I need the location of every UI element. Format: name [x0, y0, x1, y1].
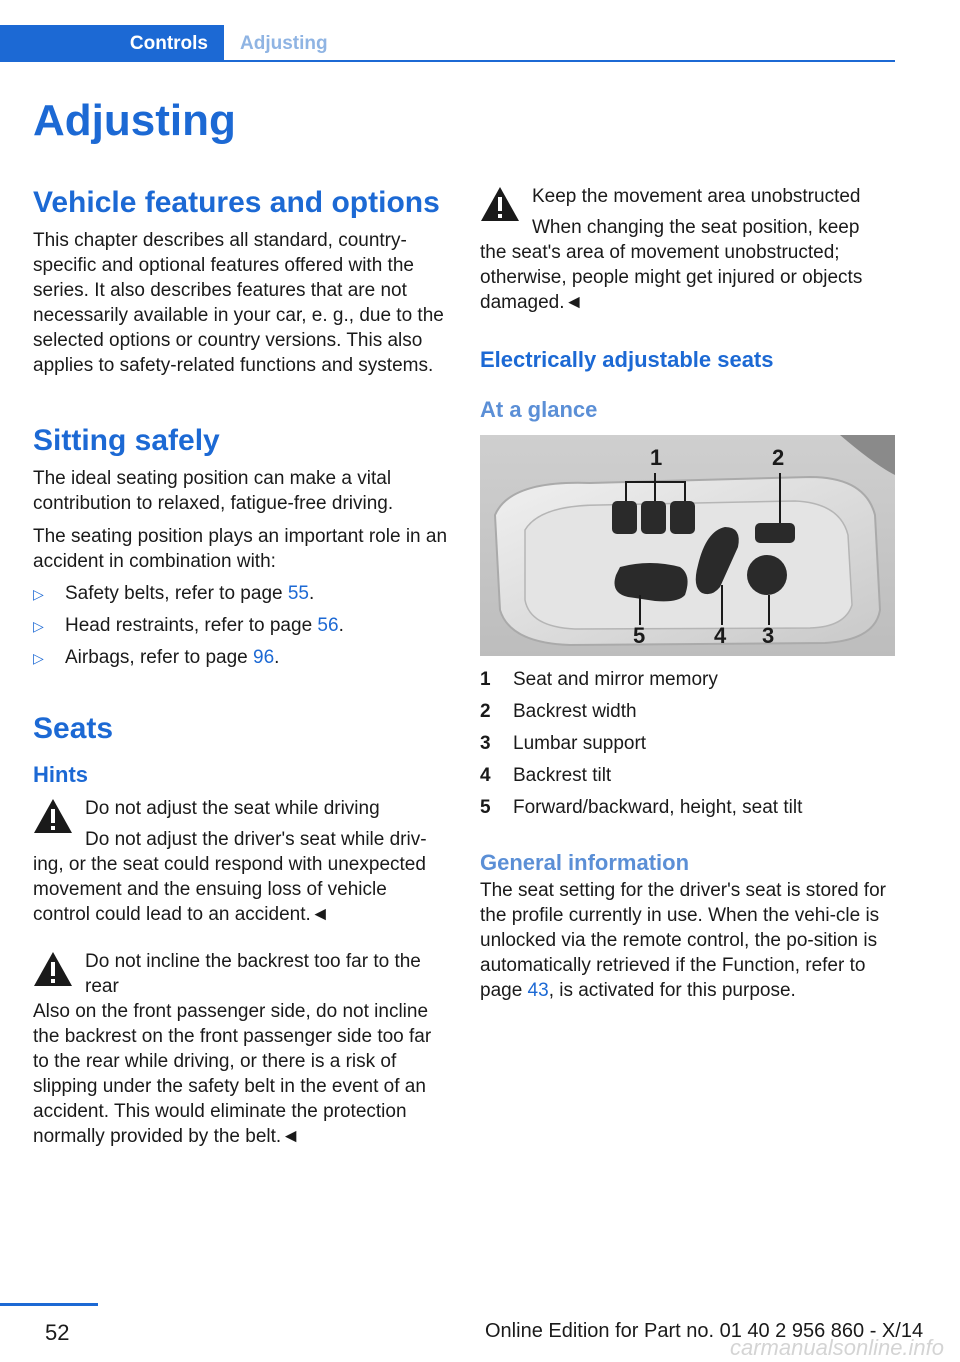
- warning-text-rest: ing, or the seat could respond with unexpected movement and the ensuing loss of vehicle control could lead to an accident.◄: [33, 854, 426, 925]
- warning-block: [33, 949, 449, 1149]
- sitting-text-1: The ideal seating position can make a vital contribution to relaxed, fatigue-free driving.: [33, 468, 394, 514]
- seats-heading: Seats: [33, 712, 114, 745]
- watermark: carmanualsonline.info: [730, 1335, 945, 1360]
- seat-controls-figure: [480, 435, 895, 656]
- vehicle-features-heading: Vehicle features and options: [33, 186, 440, 219]
- vehicle-features-text: This chapter describes all standard, country-specific and optional features offered with the series. It also describes features that are not necessarily available in your car, e. g., due to the selected options or country versions. This also applies to safety-related functions and systems.: [33, 230, 444, 376]
- page-link-56[interactable]: 56: [317, 615, 339, 636]
- right-column: [480, 184, 896, 1003]
- left-column: [33, 184, 449, 1149]
- section-tab-adjusting[interactable]: Adjusting: [240, 32, 328, 54]
- header-rule: [224, 60, 895, 62]
- bullet-list: [33, 578, 449, 674]
- page-link-55[interactable]: 55: [287, 583, 309, 604]
- legend-item: 2 Backrest width: [480, 701, 637, 722]
- warning-triangle-icon: [33, 798, 73, 834]
- bullet-triangle-icon: ▷: [33, 650, 44, 666]
- footer-rule: [0, 1303, 98, 1306]
- hints-heading: Hints: [33, 762, 88, 787]
- page-header: [0, 25, 895, 62]
- legend-item: 1 Seat and mirror memory: [480, 669, 718, 690]
- page-link-96[interactable]: 96: [253, 647, 275, 668]
- figure-label-1: 1: [650, 445, 663, 470]
- edition-text: Online Edition for Part no. 01 40 2 956 860 - X/14: [485, 1320, 924, 1342]
- section-tab-controls[interactable]: Controls: [0, 25, 224, 62]
- warning-block: [33, 796, 449, 927]
- figure-label-2: 2: [772, 445, 785, 470]
- page-link-43[interactable]: 43: [527, 980, 549, 1001]
- warning-title: Keep the movement area unobstructed: [532, 186, 861, 207]
- legend-item: 4 Backrest tilt: [480, 765, 612, 786]
- warning-title: Do not incline the backrest too far to the rear: [85, 951, 421, 997]
- warning-text-rest: Also on the front passenger side, do not incline the backrest on the front passenger side too far to the rear while driving, or there is a risk of slipping under the safety belt in the event of an accident. This would eliminate the protection normally provided by the belt.◄: [33, 1001, 432, 1147]
- warning-block: [480, 184, 896, 315]
- electric-seats-heading: Electrically adjustable seats: [480, 347, 774, 372]
- figure-label-3: 3: [762, 623, 775, 648]
- general-information-text: The seat setting for the driver's seat is stored for the profile currently in use. When the vehi-cle is unlocked via the remote control, the po-sition is automatically retrieved if the Function, refer to page 43, is activated for this purpose.: [480, 880, 886, 1001]
- figure-label-5: 5: [633, 623, 646, 648]
- general-information-heading: General information: [480, 850, 690, 875]
- bullet-triangle-icon: ▷: [33, 618, 44, 634]
- bullet-triangle-icon: ▷: [33, 586, 44, 602]
- legend-item: 3 Lumbar support: [480, 733, 647, 754]
- figure-label-4: 4: [714, 623, 727, 648]
- list-item: ▷ Airbags, refer to page 96.: [33, 642, 449, 674]
- seat-controls-image: [480, 435, 895, 656]
- sitting-text-2: The seating position plays an important role in an accident in combination with:: [33, 526, 448, 572]
- legend-item: 5 Forward/backward, height, seat tilt: [480, 797, 803, 818]
- warning-triangle-icon: [33, 951, 73, 987]
- at-a-glance-heading: At a glance: [480, 397, 598, 422]
- page-title: Adjusting: [33, 96, 236, 145]
- list-item: ▷ Safety belts, refer to page 55.: [33, 578, 449, 610]
- sitting-safely-heading: Sitting safely: [33, 424, 220, 457]
- warning-text-rest: the seat's area of movement unobstructed; otherwise, people might get injured or objects damaged.◄: [480, 242, 863, 313]
- warning-triangle-icon: [480, 186, 520, 222]
- warning-text-first: Do not adjust the driver's seat while driv-: [85, 829, 427, 850]
- legend-list: [480, 664, 896, 824]
- page-number: 52: [45, 1320, 70, 1345]
- list-item: ▷ Head restraints, refer to page 56.: [33, 610, 449, 642]
- warning-text-first: When changing the seat position, keep: [532, 217, 860, 238]
- warning-title: Do not adjust the seat while driving: [85, 798, 380, 819]
